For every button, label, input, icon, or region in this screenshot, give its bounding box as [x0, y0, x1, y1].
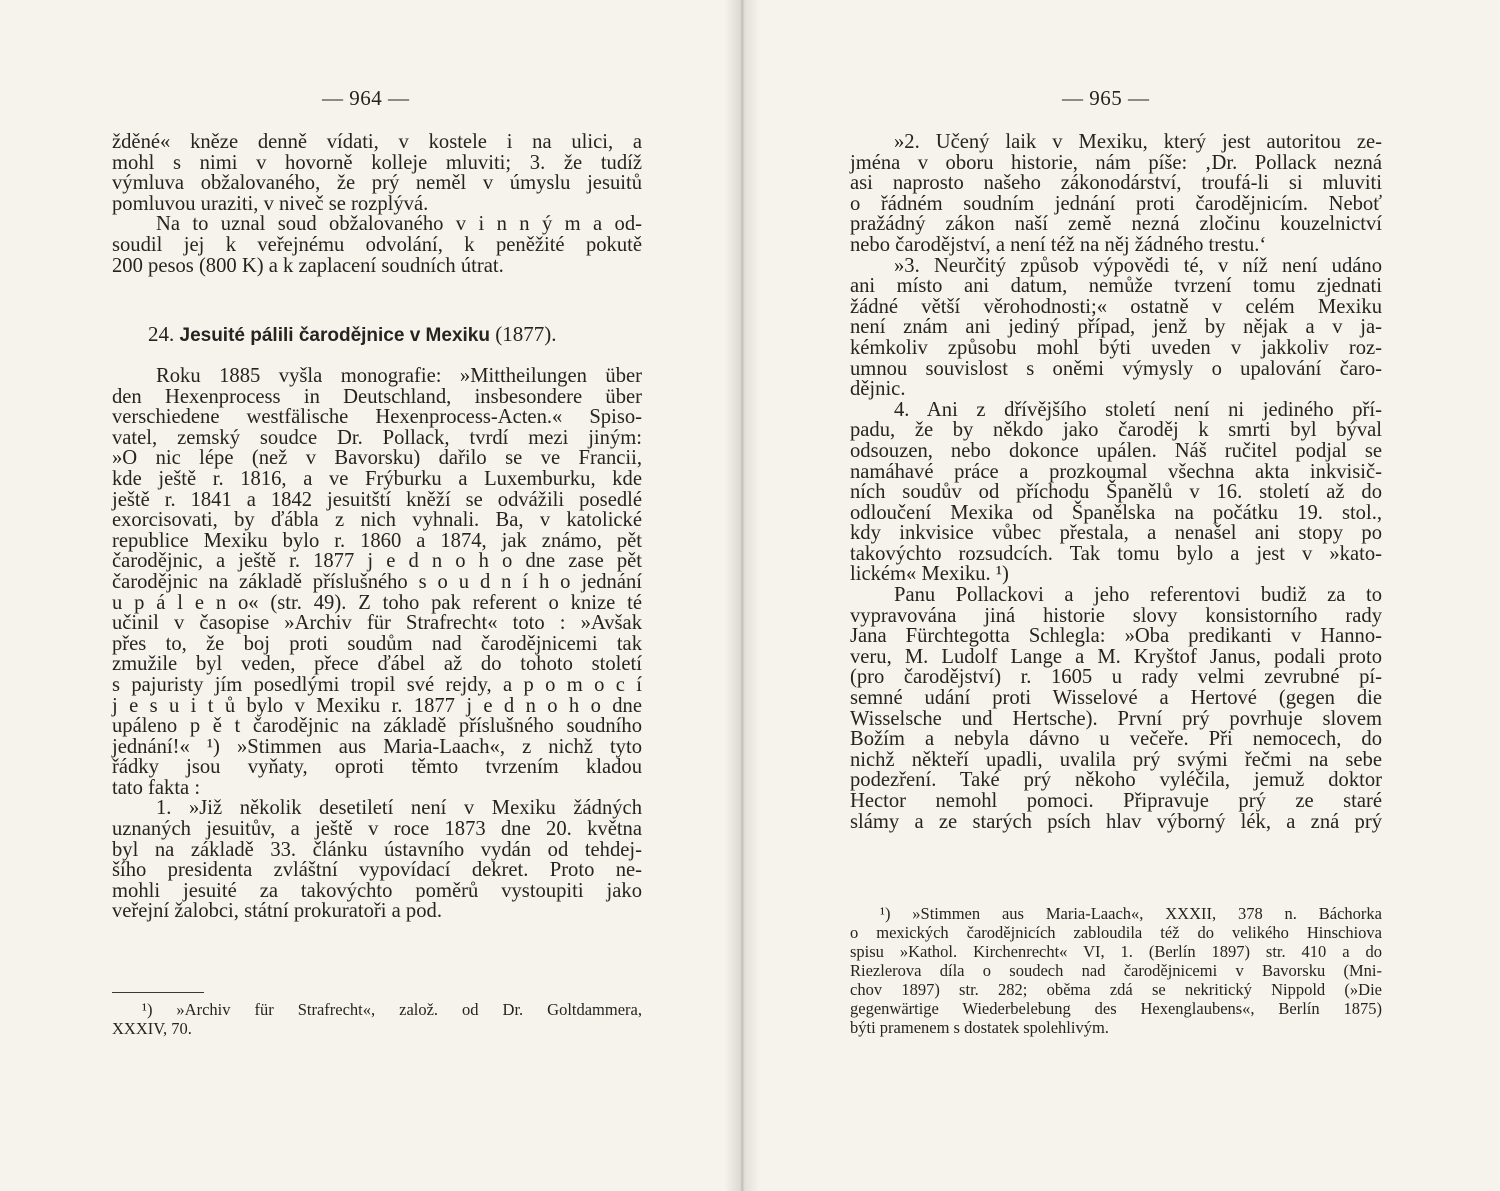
text-line: republice Mexiku bylo r. 1860 a 1874, jak známo, pět: [112, 529, 642, 552]
text-line: Panu Pollackovi a jeho referentovi budiž za to: [894, 584, 1382, 607]
text-line: asi naprosto našeho zákonodárství, troufá-li si mluviti: [850, 172, 1382, 195]
text-line: mohl s nimi v hovorně kolleje mluviti; 3. že tudíž: [112, 151, 642, 174]
text-line: padu, že by někdo jako čaroděj k smrti byl býval: [850, 419, 1382, 442]
text-line: semné udání proti Wisselové a Hertové (gegen die: [850, 687, 1382, 710]
text-line: kémkoliv způsobu mohl býti uveden v jakkoliv roz-: [850, 336, 1382, 359]
text-line: uznaných jesuitův, a ještě v roce 1873 dne 20. května: [112, 818, 642, 841]
text-line: »O nic lépe (než v Bavorsku) dařilo se ve Francii,: [112, 447, 642, 470]
text-line: nichž někteří upadli, uvalila prý svými řečmi na sebe: [850, 748, 1382, 771]
right-page: [742, 0, 1500, 1191]
text-line: exorcisovati, by ďábla z nich vyhnali. Ba, v katolické: [112, 509, 642, 532]
text-line: není znám ani jediný případ, jenž by nějak a v ja-: [850, 316, 1382, 339]
text-line: žádné větší věrohodnosti;« ostatně v celém Mexiku: [850, 295, 1382, 318]
text-line: Božím a nebyla dávno u večeře. Při nemocech, do: [850, 728, 1382, 751]
text-line: »3. Neurčitý způsob výpovědi té, v níž není udáno: [894, 254, 1382, 277]
text-line: ještě r. 1841 a 1842 jesuitští kněží se odvážili posedlé: [112, 488, 642, 511]
page-number-right: — 965 —: [1062, 86, 1150, 110]
text-line: Hector nemohl pomoci. Připravuje prý ze staré: [850, 790, 1382, 812]
text-line: soudil jej k veřejnému odvolání, k peněžité pokutě: [112, 233, 642, 256]
text-line: vatel, zemský soudce Dr. Pollack, tvrdí mezi jiným:: [112, 426, 642, 449]
text-line: řádky jsou vyňaty, oproti těmto tvrzením kladou: [112, 756, 642, 779]
text-line: »2. Učený laik v Mexiku, který jest autoritou ze-: [894, 131, 1382, 153]
text-line: umnou souvislost s oněmi výmysly o upalování čaro-: [850, 357, 1382, 380]
section-year: (1877).: [495, 322, 557, 346]
left-paragraph-1: [112, 132, 642, 276]
footnote-rule: [112, 992, 204, 993]
text-line: (pro čarodějství) r. 1605 u rady velmi zevrubné pí-: [850, 666, 1382, 689]
text-line: šího presidenta zvláštní vypovídací dekret. Proto ne-: [112, 859, 642, 882]
text-line: den Hexenprocess in Deutschland, insbesondere über: [112, 385, 642, 408]
text-line: odsouzen, nebo dokonce upálen. Náš ručitel podjal se: [850, 439, 1382, 462]
left-footnote: [112, 1000, 642, 1038]
left-page: [0, 0, 742, 1191]
right-footnote: [850, 904, 1382, 1037]
text-line: namáhavé práce a prozkoumal všechna akta inkvisič-: [850, 460, 1382, 483]
text-line: tato fakta :: [112, 776, 201, 799]
text-line: ani místo ani datum, nemůže tvrzení tomu zjednati: [850, 275, 1382, 298]
text-line: vypravována jiná historie slovy konsistorního rady: [850, 604, 1382, 627]
text-line: dějnic.: [850, 378, 906, 401]
text-line: podezření. Také prý někoho vyléčila, jemuž doktor: [850, 769, 1382, 792]
text-line: čarodějnic na základě příslušného s o u d n í h o jednání: [112, 570, 642, 593]
text-line: jména v oboru historie, nám píše: ‚Dr. Pollack nezná: [850, 151, 1382, 174]
footnote-line: ¹) »Stimmen aus Maria-Laach«, XXXII, 378 n. Báchorka: [880, 904, 1382, 923]
text-line: jednání!« ¹) »Stimmen aus Maria-Laach«, z nichž tyto: [112, 735, 642, 758]
footnote-line: Riezlerova díla o soudech nad čarodějnicemi v Bavorsku (Mni-: [850, 961, 1382, 980]
text-line: veřejní žalobci, státní prokuratoři a pod.: [112, 900, 442, 923]
footnote-line: býti pramenem s dostatek spolehlivým.: [850, 1018, 1109, 1037]
text-line: j e s u i t ů bylo v Mexiku r. 1877 j e d n o h o dne: [112, 694, 642, 717]
footnote-line: XXXIV, 70.: [112, 1019, 192, 1038]
text-line: o řádném soudním jednání proti čarodějnicím. Neboť: [850, 192, 1382, 215]
text-line: kde ještě r. 1816, a ve Frýburku a Luxemburku, kde: [112, 467, 642, 490]
text-line: lickém« Mexiku. ¹): [850, 563, 1009, 586]
text-line: 4. Ani z dřívějšího století není ni jediného pří-: [894, 398, 1382, 421]
footnote-line: chov 1897) str. 282; oběma zdá se nekritický Nippold (»Die: [850, 980, 1382, 999]
footnote-line: gegenwärtige Wiederbelebung des Hexenglaubens«, Berlín 1875): [850, 999, 1382, 1018]
footnote-line: o mexických čarodějnicích zabloudila též do velikého Hinschiova: [850, 923, 1382, 942]
text-line: u p á l e n o« (str. 49). Z toho pak referent o knize té: [112, 591, 642, 614]
page-number-left: — 964 —: [322, 86, 410, 110]
text-line: učinil v časopise »Archiv für Strafrecht« toto : »Avšak: [112, 612, 642, 635]
book-gutter: [724, 0, 760, 1191]
text-line: 1. »Již několik desetiletí není v Mexiku žádných: [156, 797, 642, 820]
text-line: slámy a ze starých psích hlav výborný lék, a zná prý: [850, 810, 1382, 833]
footnote-line: ¹) »Archiv für Strafrecht«, založ. od Dr. Goltdammera,: [142, 1000, 642, 1019]
text-line: nebo čarodějství, a není též na něj žádného trestu.‘: [850, 233, 1267, 256]
text-line: výmluva obžalovaného, že prý neměl v úmyslu jesuitů: [112, 172, 642, 195]
text-line: s pajuristy jím posedlými tropil své rejdy, a p o m o c í: [112, 673, 642, 696]
left-paragraph-3: [112, 366, 642, 922]
text-line: veru, M. Ludolf Lange a M. Kryštof Janus, podali proto: [850, 645, 1382, 668]
footnote-line: spisu »Kathol. Kirchenrecht« VI, 1. (Berlín 1897) str. 410 a do: [850, 942, 1382, 961]
text-line: čarodějnic, a ještě r. 1877 j e d n o h o dne zase pět: [112, 550, 642, 573]
text-line: upáleno p ě t čarodějnic na základě příslušného soudního: [112, 715, 642, 738]
section-number: 24.: [148, 322, 175, 346]
text-line: pražádný zákon naší země nezná zločinu kouzelnictví: [850, 213, 1382, 236]
text-line: žděné« kněze denně vídati, v kostele i na ulici, a: [112, 131, 642, 153]
right-paragraph-1: [850, 132, 1382, 832]
text-line: pomluvou uraziti, v niveč se rozplývá.: [112, 192, 429, 215]
text-line: 200 pesos (800 K) a k zaplacení soudních útrat.: [112, 254, 504, 277]
text-line: ních soudův od příchodu Španělů v 16. století až do: [850, 481, 1382, 504]
text-line: zmužile byl veden, přece ďábel až do tohoto století: [112, 653, 642, 676]
text-line: Jana Fürchtegotta Schlegla: »Oba predikanti v Hanno-: [850, 625, 1382, 648]
text-line: Wisselsche und Hertsche). První prý povrhuje slovem: [850, 707, 1382, 730]
text-line: verschiedene westfälische Hexenprocess-Acten.« Spiso-: [112, 406, 642, 429]
text-line: mohli jesuité za takovýchto poměrů vystoupiti jako: [112, 879, 642, 902]
text-line: takovýchto rozsudcích. Tak tomu bylo a jest v »kato-: [850, 542, 1382, 565]
section-title: Jesuité pálili čarodějnice v Mexiku: [179, 325, 490, 346]
text-line: byl na základě 33. článku ústavního vydán od tehdej-: [112, 838, 642, 861]
text-line: přes to, že boj proti soudům nad čarodějnicemi tak: [112, 632, 642, 655]
text-line: kdy inkvisice vůbec přestala, a nenašel ani stopy po: [850, 522, 1382, 545]
text-line: odloučení Mexika od Španělska na počátku 19. stol.,: [850, 501, 1382, 524]
text-line: Roku 1885 vyšla monografie: »Mittheilungen über: [156, 365, 642, 387]
section-heading: [148, 322, 556, 347]
text-line: Na to uznal soud obžalovaného v i n n ý m a od-: [156, 213, 642, 236]
